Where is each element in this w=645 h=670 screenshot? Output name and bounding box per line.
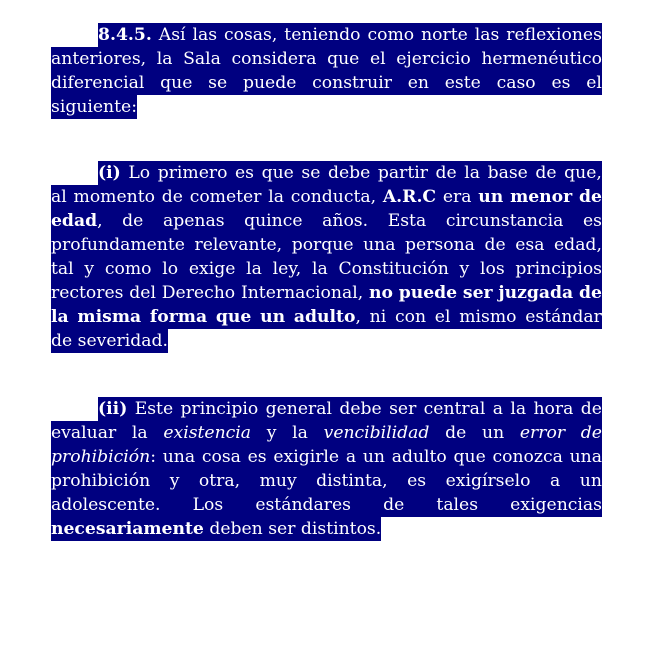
word: años. (322, 211, 369, 231)
word: tal (51, 259, 74, 279)
word: de (445, 423, 467, 443)
word: la (131, 423, 148, 443)
word: reflexiones (506, 25, 602, 45)
word: las (192, 25, 218, 45)
word: adolescente. (51, 495, 161, 515)
text-line (51, 95, 137, 119)
word: es (247, 447, 267, 467)
word: construir (312, 73, 392, 93)
text-line (51, 185, 602, 209)
word: exigirle (273, 447, 340, 467)
word: un (579, 471, 602, 491)
word: Derecho (161, 283, 236, 303)
word: conducta, (290, 187, 377, 207)
word: prohibición (51, 471, 151, 491)
word: tales (436, 495, 479, 515)
word: que (261, 163, 294, 183)
word: esa (515, 235, 545, 255)
text-run: necesariamente (51, 519, 204, 539)
word: menor (510, 187, 573, 207)
word: de (535, 163, 557, 183)
word: la (268, 187, 284, 207)
word: se (301, 163, 321, 183)
word: profundamente (51, 235, 185, 255)
text-line (51, 209, 602, 233)
word: circunstancia (445, 211, 564, 231)
word: la (246, 259, 262, 279)
word: la (156, 49, 173, 69)
word: de (161, 187, 183, 207)
word: era (442, 187, 472, 207)
word: de (580, 423, 602, 443)
word: forma (149, 307, 208, 327)
word: se (208, 73, 228, 93)
word: una (363, 235, 396, 255)
text-run: de severidad. (51, 331, 168, 351)
text-line (51, 257, 602, 281)
word: Internacional, (240, 283, 364, 303)
word: vencibilidad (323, 423, 430, 443)
word: partir (377, 163, 428, 183)
word: Esta (387, 211, 427, 231)
word: norte (421, 25, 468, 45)
word: principios (515, 259, 602, 279)
word: Los (192, 495, 224, 515)
word: del (129, 283, 156, 303)
word: al (51, 187, 67, 207)
word: muy (259, 471, 297, 491)
word: en (407, 73, 429, 93)
word: principio (180, 399, 259, 419)
word: un (362, 447, 385, 467)
word: la (464, 163, 481, 183)
word: teniendo (284, 25, 361, 45)
word: existencia (163, 423, 252, 443)
word: debe (339, 399, 382, 419)
word: ley, (272, 259, 302, 279)
word: cosas, (224, 25, 278, 45)
word: diferencial (51, 73, 145, 93)
word: es (407, 471, 427, 491)
word: un (482, 423, 505, 443)
word: de (435, 163, 457, 183)
text-line (51, 47, 602, 71)
word: conozca (492, 447, 563, 467)
word: y (459, 259, 470, 279)
word: cosa (201, 447, 241, 467)
word: evaluar (51, 423, 117, 443)
word: (i) (98, 163, 121, 183)
text-line (51, 71, 602, 95)
text-line (51, 445, 602, 469)
word: el (369, 49, 386, 69)
word: que (160, 73, 193, 93)
word: adulto (391, 447, 447, 467)
text-run: deben ser distintos. (203, 519, 382, 539)
word: y (266, 423, 277, 443)
word: relevante, (194, 235, 283, 255)
word: el (434, 307, 451, 327)
text-line (51, 281, 602, 305)
word: apenas (162, 211, 225, 231)
word: de (383, 495, 405, 515)
word: ser (389, 399, 417, 419)
word: un (260, 307, 286, 327)
word: que, (564, 163, 602, 183)
word: 8.4.5. (98, 25, 152, 45)
word: las (474, 25, 500, 45)
word: estándar (525, 307, 602, 327)
word: Lo (128, 163, 151, 183)
word: puede (398, 283, 458, 303)
word: ser (462, 283, 493, 303)
text-line (98, 397, 602, 421)
word: estándares (255, 495, 351, 515)
word: y (84, 259, 95, 279)
word: exige (188, 259, 236, 279)
text-line (51, 233, 602, 257)
word: considera (231, 49, 317, 69)
word: hermenéutico (481, 49, 602, 69)
word: una (162, 447, 196, 467)
text-line (51, 517, 381, 541)
text-line (51, 469, 602, 493)
word: prohibición: (51, 447, 156, 467)
word: una (569, 447, 602, 467)
word: no (368, 283, 393, 303)
word: momento (73, 187, 155, 207)
word: es (582, 211, 602, 231)
word: de (580, 399, 602, 419)
word: la (51, 307, 69, 327)
word: central (423, 399, 486, 419)
word: persona (405, 235, 475, 255)
word: adulto, (293, 307, 361, 327)
word: la (311, 259, 328, 279)
word: Sala (183, 49, 221, 69)
word: que (215, 307, 252, 327)
word: cometer (189, 187, 262, 207)
word: a (492, 399, 503, 419)
text-line (98, 161, 602, 185)
word: hora (533, 399, 574, 419)
word: es (551, 73, 571, 93)
word: puede (242, 73, 297, 93)
word: la (510, 399, 527, 419)
word: (ii) (98, 399, 128, 419)
word: de (578, 187, 602, 207)
word: a (345, 447, 357, 467)
word: rectores (51, 283, 124, 303)
word: y (169, 471, 180, 491)
word: debe (327, 163, 371, 183)
word: con (394, 307, 427, 327)
word: exigencias (510, 495, 602, 515)
word: anteriores, (51, 49, 147, 69)
text-line (51, 305, 602, 329)
word: edad, (554, 235, 602, 255)
word: mismo (459, 307, 517, 327)
word: quince (244, 211, 303, 231)
word: Así (158, 25, 186, 45)
word: distinta, (316, 471, 388, 491)
word: Constitución (338, 259, 449, 279)
word: misma (77, 307, 142, 327)
text-line (51, 329, 168, 353)
word: a (550, 471, 561, 491)
word: base (487, 163, 528, 183)
word: caso (496, 73, 536, 93)
text-line (51, 421, 602, 445)
word: el (586, 73, 602, 93)
word: juzgada (498, 283, 574, 303)
word: primero (157, 163, 228, 183)
word: general (265, 399, 332, 419)
word: este (444, 73, 481, 93)
word: de (578, 283, 602, 303)
word: que (327, 49, 360, 69)
word: de (484, 235, 506, 255)
text-line (51, 493, 602, 517)
text-line (98, 23, 602, 47)
word: como (367, 25, 415, 45)
word: como (104, 259, 152, 279)
word: otra, (198, 471, 241, 491)
word: porque (291, 235, 354, 255)
word: A.R.C (382, 187, 437, 207)
text-run: siguiente: (51, 97, 137, 117)
word: error (519, 423, 566, 443)
word: ni (369, 307, 387, 327)
word: la (292, 423, 308, 443)
word: Este (134, 399, 174, 419)
word: ejercicio (396, 49, 471, 69)
word: lo (162, 259, 179, 279)
word: los (480, 259, 505, 279)
word: un (478, 187, 504, 207)
word: exigírselo (445, 471, 531, 491)
word: de (122, 211, 144, 231)
word: edad, (51, 211, 103, 231)
word: es (235, 163, 254, 183)
word: que (453, 447, 486, 467)
